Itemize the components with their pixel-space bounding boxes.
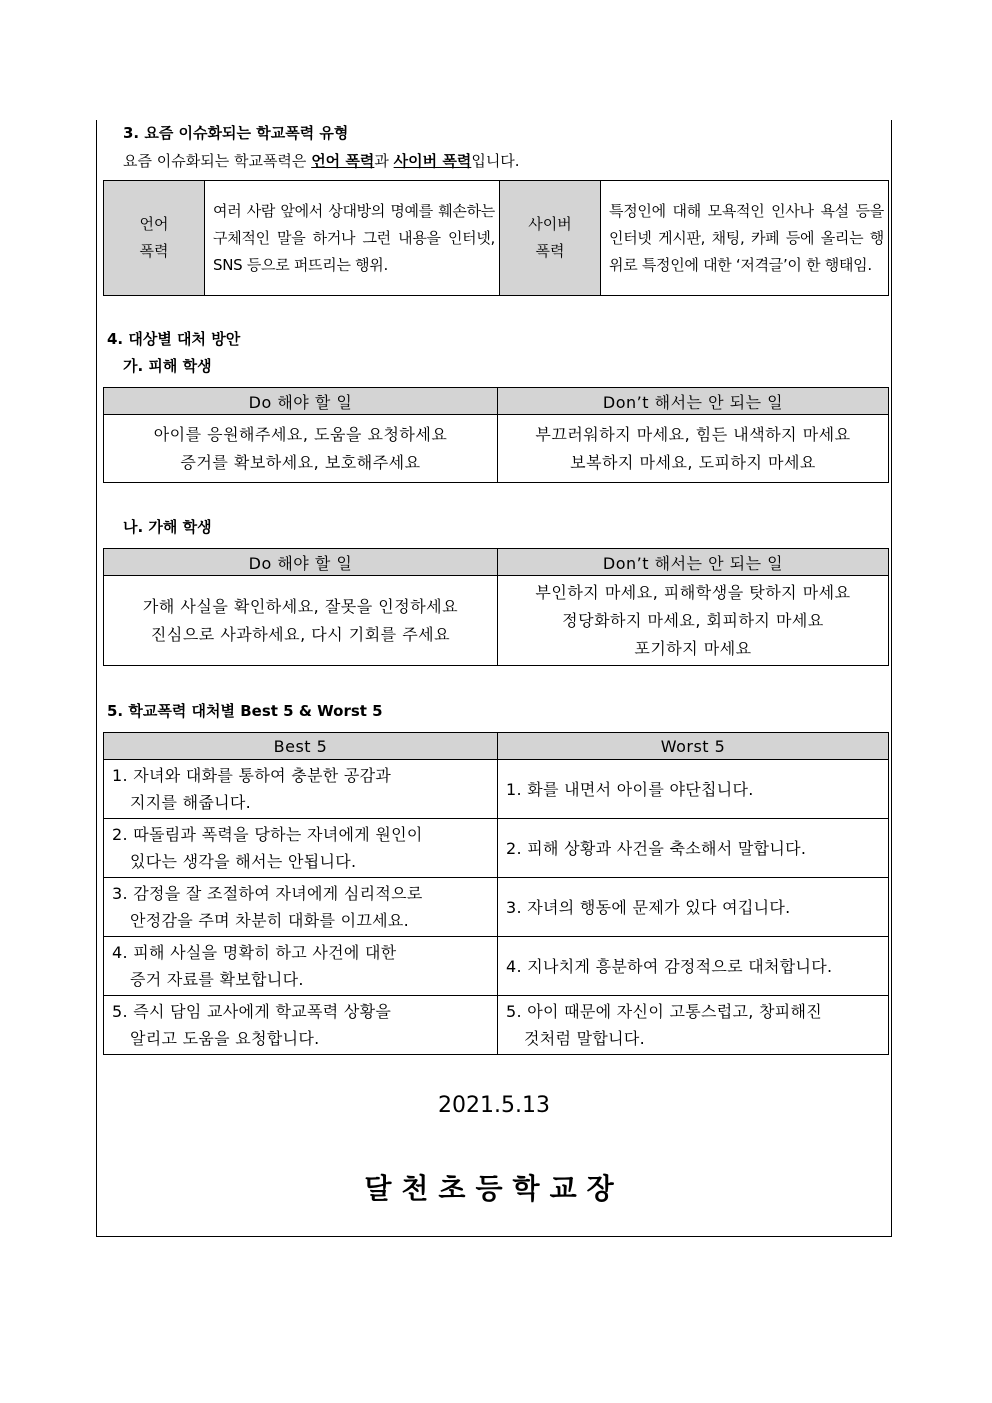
best-item: 4. 피해 사실을 명확히 하고 사건에 대한 증거 자료를 확보합니다. [104, 937, 498, 996]
victim-title: 가. 피해 학생 [123, 357, 212, 375]
best-worst-table [103, 732, 889, 1055]
victim-table [103, 387, 889, 483]
section3-intro: 요즘 이슈화되는 학교폭력은 언어 폭력과 사이버 폭력입니다. [123, 152, 520, 170]
offender-dont-header: Don’t 해서는 안 되는 일 [498, 549, 889, 576]
verbal-violence-desc: 여러 사람 앞에서 상대방의 명예를 훼손하는 구체적인 말을 하거나 그런 내용을 인터넷, SNS 등으로 퍼뜨리는 행위. [205, 181, 500, 296]
school-principal-signature: 달천초등학교장 [364, 1172, 624, 1205]
worst-item: 2. 피해 상황과 사건을 축소해서 말합니다. [498, 819, 889, 878]
offender-table [103, 548, 889, 666]
section5-title: 5. 학교폭력 대처별 Best 5 & Worst 5 [107, 702, 383, 720]
section4-title: 4. 대상별 대처 방안 [107, 330, 241, 348]
worst-item: 3. 자녀의 행동에 문제가 있다 여깁니다. [498, 878, 889, 937]
best-item: 1. 자녀와 대화를 통하여 충분한 공감과 지지를 해줍니다. [104, 760, 498, 819]
best-header: Best 5 [104, 733, 498, 760]
cyber-violence-desc: 특정인에 대해 모욕적인 인사나 욕설 등을 인터넷 게시판, 채팅, 카페 등에 올리는 행위로 특정인에 대한 ‘저격글’이 한 행태임. [601, 181, 889, 296]
victim-dont-header: Don’t 해서는 안 되는 일 [498, 388, 889, 415]
victim-dont-cell: 부끄러워하지 마세요, 힘든 내색하지 마세요 보복하지 마세요, 도피하지 마세요 [498, 415, 889, 483]
best-worst-row [104, 996, 889, 1055]
verbal-violence-label: 언어 폭력 [104, 181, 205, 296]
best-worst-row [104, 937, 889, 996]
best-worst-row [104, 760, 889, 819]
cyber-violence-term: 사이버 폭력 [393, 152, 472, 170]
offender-do-cell: 가해 사실을 확인하세요, 잘못을 인정하세요 진심으로 사과하세요, 다시 기회를 주세요 [104, 576, 498, 666]
worst-header: Worst 5 [498, 733, 889, 760]
best-item: 5. 즉시 담임 교사에게 학교폭력 상황을 알리고 도움을 요청합니다. [104, 996, 498, 1055]
best-worst-row [104, 819, 889, 878]
section3-title: 3. 요즘 이슈화되는 학교폭력 유형 [123, 124, 349, 142]
worst-item: 1. 화를 내면서 아이를 야단칩니다. [498, 760, 889, 819]
offender-dont-cell: 부인하지 마세요, 피해학생을 탓하지 마세요 정당화하지 마세요, 회피하지 마세요 포기하지 마세요 [498, 576, 889, 666]
cyber-violence-label: 사이버 폭력 [500, 181, 601, 296]
best-item: 3. 감정을 잘 조절하여 자녀에게 심리적으로 안정감을 주며 차분히 대화를 이끄세요. [104, 878, 498, 937]
violence-types-table [103, 180, 889, 296]
worst-item: 5. 아이 때문에 자신이 고통스럽고, 창피해진 것처럼 말합니다. [498, 996, 889, 1055]
document-date: 2021.5.13 [438, 1093, 550, 1118]
worst-item: 4. 지나치게 흥분하여 감정적으로 대처합니다. [498, 937, 889, 996]
verbal-violence-term: 언어 폭력 [311, 152, 375, 170]
victim-do-header: Do 해야 할 일 [104, 388, 498, 415]
offender-do-header: Do 해야 할 일 [104, 549, 498, 576]
document-frame [96, 120, 892, 1237]
victim-do-cell: 아이를 응원해주세요, 도움을 요청하세요 증거를 확보하세요, 보호해주세요 [104, 415, 498, 483]
best-worst-row [104, 878, 889, 937]
best-item: 2. 따돌림과 폭력을 당하는 자녀에게 원인이 있다는 생각을 해서는 안됩니다. [104, 819, 498, 878]
offender-title: 나. 가해 학생 [123, 518, 212, 536]
